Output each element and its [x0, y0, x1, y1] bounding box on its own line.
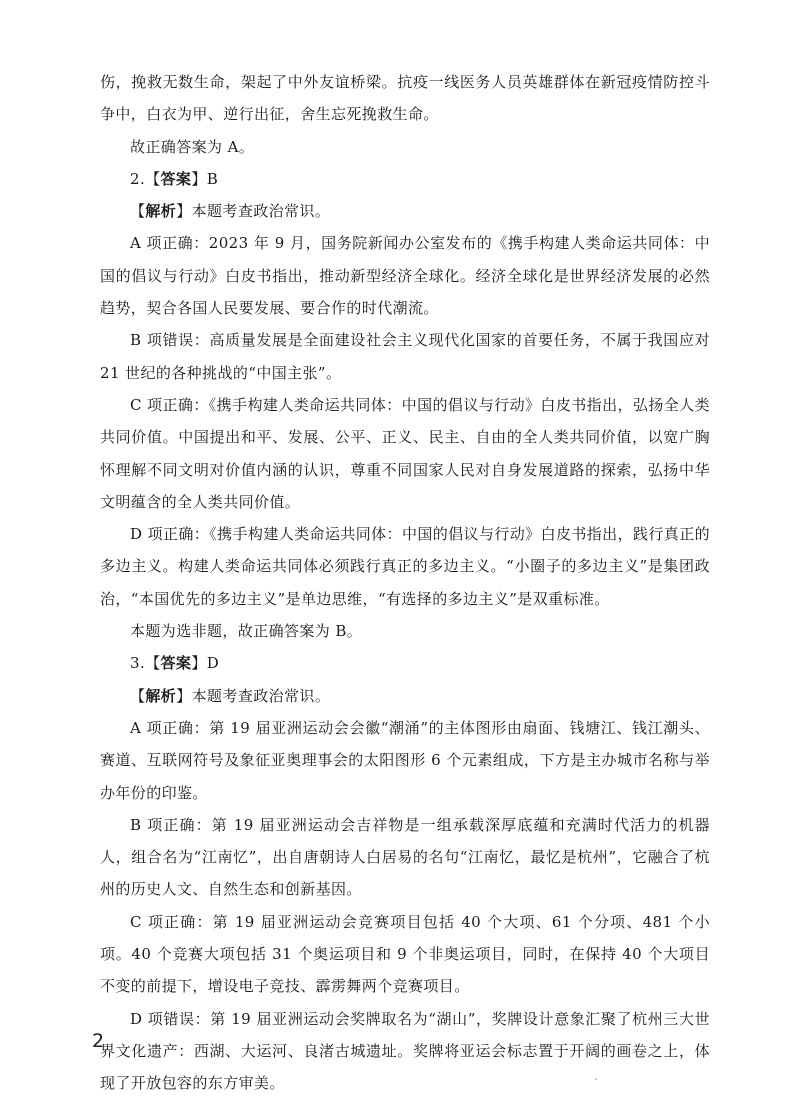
paragraph [100, 131, 710, 163]
conclusion [100, 615, 710, 647]
option-a-explanation [100, 712, 710, 809]
answer-heading [100, 647, 710, 679]
text-run: A 项正确：2023 年 9 月，国务院新闻办公室发布的《携手构建人类命运共同体：中国的倡议与行动》白皮书指出，推动新型经济全球化。经济全球化是世界经济发展的必然趋势，契合各国人民要发展、要合作的时代潮流。 [100, 234, 710, 318]
text-run: D 项正确：《携手构建人类命运共同体：中国的倡议与行动》白皮书指出，践行真正的多边主义。构建人类命运共同体必须践行真正的多边主义。“小圈子的多边主义”是集团政治，“本国优先的多边主义”是单边思维，“有选择的多边主义”是双重标准。 [100, 525, 710, 608]
option-d-explanation [100, 1003, 710, 1100]
bold-label: 答案 [160, 654, 192, 673]
text-run: 3.【 [130, 654, 161, 673]
text-run: 伤，挽救无数生命，架起了中外友谊桥梁。抗疫一线医务人员英雄群体在新冠疫情防控斗争中，白衣为甲、逆行出征，舍生忘死挽救生命。 [100, 73, 710, 124]
text-run: 故正确答案为 A。 [130, 137, 255, 156]
scan-artifact [595, 1078, 597, 1080]
text-run: 【 [130, 202, 146, 221]
text-run: D 项错误：第 19 届亚洲运动会奖牌取名为“湖山”，奖牌设计意象汇聚了杭州三大世界文化遗产：西湖、大运河、良渚古城遗址。奖牌将亚运会标志置于开阔的画卷之上，体现了开放包容的东方审美。 [100, 1009, 710, 1093]
option-b-explanation [100, 809, 710, 906]
text-run: C 项正确：《携手构建人类命运共同体：中国的倡议与行动》白皮书指出，弘扬全人类共同价值。中国提出和平、发展、公平、正义、民主、自由的全人类共同价值，以宽广胸怀理解不同文明对价值内涵的认识，尊重不同国家人民对自身发展道路的探索，弘扬中华文明蕴含的全人类共同价值。 [100, 395, 710, 511]
bold-label: 解析 [145, 202, 177, 221]
text-run: A 项正确：第 19 届亚洲运动会会徽“潮涌”的主体图形由扇面、钱塘江、钱江潮头、赛道、互联网符号及象征亚奥理事会的太阳图形 6 个元素组成，下方是主办城市名称与举办年份的印鉴。 [100, 718, 710, 802]
bold-label: 答案 [160, 169, 192, 188]
option-b-explanation [100, 324, 710, 389]
text-run: 【 [130, 686, 146, 705]
page-number: 2 [92, 1030, 105, 1052]
option-c-explanation [100, 389, 710, 518]
option-c-explanation [100, 906, 710, 1003]
text-run: 】本题考查政治常识。 [176, 202, 331, 221]
page-body [100, 66, 710, 1100]
bold-label: 解析 [145, 686, 177, 705]
analysis-heading [100, 680, 710, 712]
text-run: 2.【 [130, 169, 161, 188]
answer-heading [100, 163, 710, 195]
text-run: 本题为选非题，故正确答案为 B。 [130, 622, 363, 641]
text-run: 】本题考查政治常识。 [176, 686, 331, 705]
text-run: 】D [191, 654, 220, 673]
analysis-heading [100, 195, 710, 227]
text-run: 】B [191, 169, 219, 188]
paragraph [100, 66, 710, 131]
option-a-explanation [100, 227, 710, 324]
text-run: B 项正确：第 19 届亚洲运动会吉祥物是一组承载深厚底蕴和充满时代活力的机器人，组合名为“江南忆”，出自唐朝诗人白居易的名句“江南忆，最忆是杭州”，它融合了杭州的历史人文、自然生态和创新基因。 [100, 815, 710, 899]
option-d-explanation [100, 518, 710, 615]
text-run: B 项错误：高质量发展是全面建设社会主义现代化国家的首要任务，不属于我国应对 21 世纪的各种挑战的“中国主张”。 [100, 331, 710, 382]
text-run: C 项正确：第 19 届亚洲运动会竞赛项目包括 40 个大项、61 个分项、481 个小项。40 个竞赛大项包括 31 个奥运项目和 9 个非奥运项目，同时，在保持 40 个大项目不变的前提下，增设电子竞技、霹雳舞两个竞赛项目。 [100, 912, 710, 996]
